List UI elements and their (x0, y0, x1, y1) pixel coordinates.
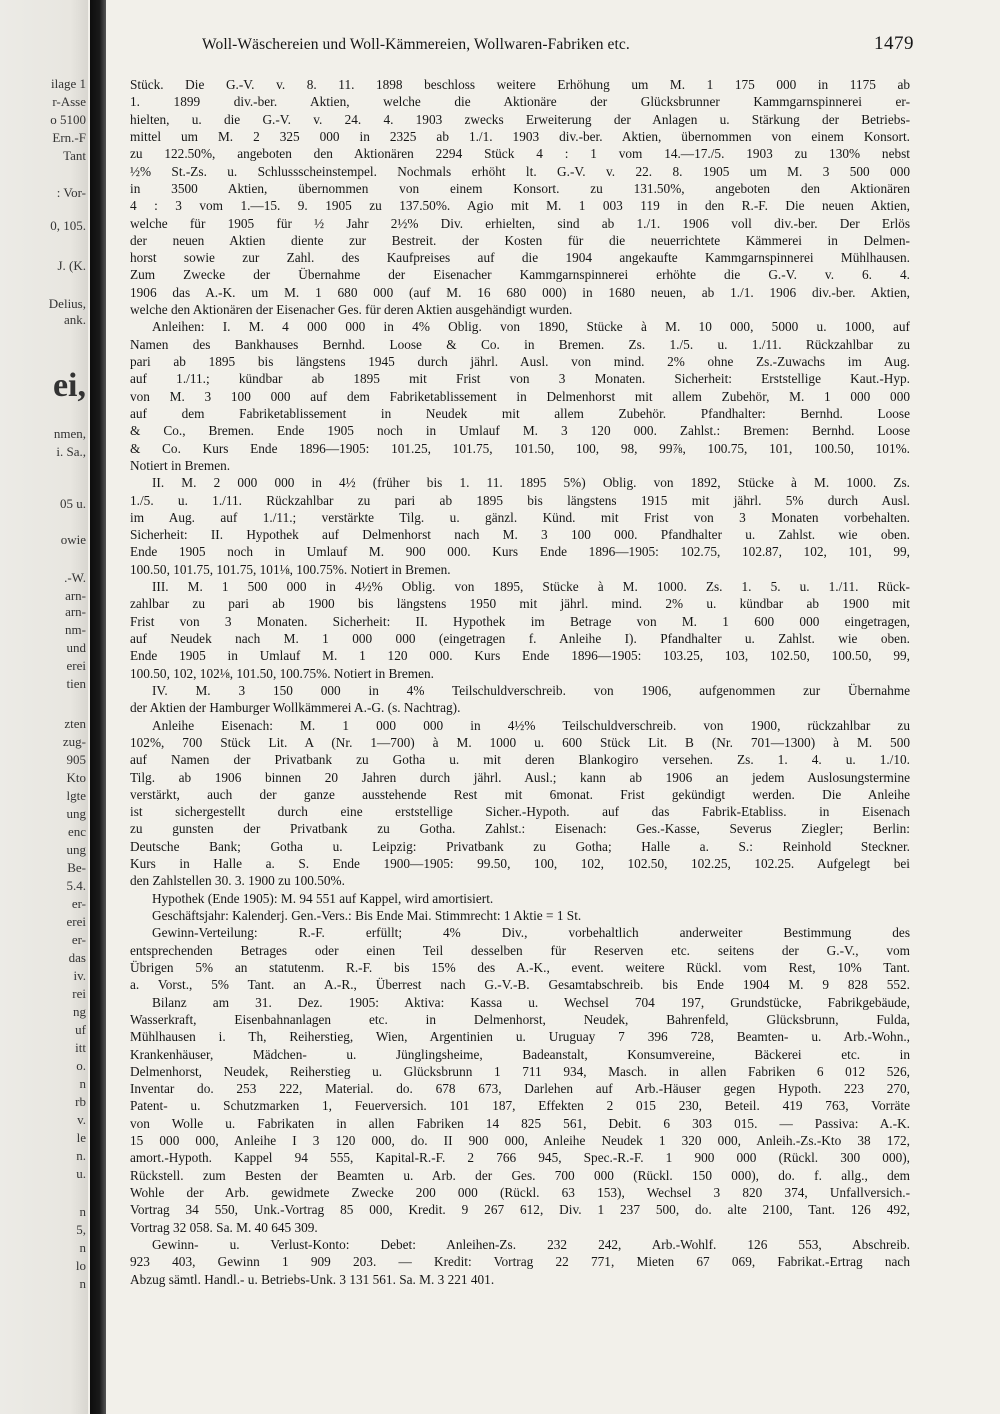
text-line: auf dem Fabriketablissement in Neudek mit allem Zubehör. Pfandhalter: Bernhd. Loose (130, 405, 910, 421)
text-line: entsprechenden Betrages oder einen Teil desselben für Reserven etc. seitens der G.-V., vom (130, 942, 910, 958)
margin-fragment: Delius, (48, 296, 86, 311)
text-line: der neuen Aktien diente zur Bestreit. der Kosten für die neuerrichtete Kämmerei in Delmen- (130, 232, 910, 248)
margin-fragment: Ern.-F (52, 130, 86, 145)
margin-fragment: u. (76, 1166, 86, 1181)
margin-fragment: itt (75, 1040, 86, 1055)
margin-fragment: 5, (76, 1222, 86, 1237)
text-line: in 3500 Aktien, übernommen von einem Konsort. zu 131.50%, angeboten den Aktionären (130, 180, 910, 196)
text-line: Gewinn-Verteilung: R.-F. erfüllt; 4% Div., vorbehaltlich anderweiter Bestimmung des (152, 925, 910, 941)
text-line: Inventar do. 253 222, Material. do. 678 673, Darlehen auf Arb.-Häuser gegen Hypoth. 223 270, (130, 1081, 910, 1097)
margin-fragment: 5.4. (66, 878, 86, 893)
margin-fragment: ei, (52, 367, 86, 404)
text-line: Krankenhäuser, Mädchen- u. Jünglingsheime, Badeanstalt, Konsumvereine, Bäckerei etc. in (130, 1046, 910, 1062)
text-line: der Aktien der Hamburger Wollkämmerei A.-G. (s. Nachtrag). (130, 700, 461, 716)
margin-fragment: n. (76, 1148, 86, 1163)
text-line: 923 403, Gewinn 1 909 203. — Kredit: Vortrag 22 771, Mieten 67 069, Fabrikat.-Ertrag nach (130, 1254, 910, 1270)
text-line: Namen des Bankhauses Bernhd. Loose & Co. in Bremen. Zs. 1./5. u. 1./11. Rückzahlbar zu (130, 336, 910, 352)
text-line: 1. 1899 div.-ber. Aktien, welche die Aktionäre der Glücksbrunner Kammgarnspinnerei er- (130, 94, 910, 110)
page-number: 1479 (874, 33, 914, 54)
text-line: von Wolle u. Fabrikaten in allen Fabriken 14 825 561, Debit. 6 303 015. — Passiva: A.-K. (130, 1115, 910, 1131)
text-line: Abzug sämtl. Handl.- u. Betriebs-Unk. 3 131 561. Sa. M. 3 221 401. (130, 1271, 495, 1287)
margin-fragment: lo (75, 1258, 86, 1273)
text-line: Hypothek (Ende 1905): M. 94 551 auf Kappel, wird amortisiert. (152, 890, 494, 906)
text-line: Anleihe Eisenach: M. 1 000 000 in 4½% Teilschuldverschreib. von 1900, rückzahlbar zu (152, 717, 910, 733)
text-line: Mühlhausen i. Th, Reiherstieg, Wien, Argentinien u. Uruguay 7 396 728, Beamten- u. Arb.-Wohn., (130, 1029, 910, 1045)
text-line: a. Vorst., 5% Tant. an A.-R., Überrest nach G.-V.-B. Gesamtabschreib. bis Ende 1904 M. 9 828 552. (130, 977, 910, 993)
text-line: zahlbar zu pari ab 1900 bis längstens 1950 mit jährl. mind. 2% u. kündbar ab 1900 mit (130, 596, 910, 612)
margin-fragment: r-Asse (52, 94, 86, 109)
text-line: ist sichergestellt durch eine erststellige Sicher.-Hypoth. auf das Fabrik-Etabliss. in Eisenach (130, 804, 910, 820)
margin-fragment: .-W. (64, 570, 86, 585)
running-head: Woll-Wäschereien und Woll-Kämmereien, Wollwaren-Fabriken etc. (202, 36, 630, 53)
margin-fragment: rei (72, 986, 86, 1001)
text-line: ½% St.-Zs. u. Schlussscheinstempel. Nochmals erhöht lt. G.-V. v. 22. 8. 1905 um M. 3 500 000 (130, 163, 910, 179)
text-line: welche den Aktionären der Eisenacher Ges. für deren Aktien ausgehändigt wurden. (130, 302, 573, 318)
text-line: auf Namen der Privatbank zu Gotha u. mit deren Blankogiro versehen. Zs. 1. 4. u. 1./10. (130, 752, 910, 768)
margin-fragment: ung (66, 806, 86, 821)
text-line: Bilanz am 31. Dez. 1905: Aktiva: Kassa u. Wechsel 704 197, Grundstücke, Fabrikgebäude, (152, 994, 910, 1010)
margin-fragment: arn- (65, 604, 86, 619)
left-margin-adjacent-page (0, 0, 88, 1414)
text-line: 15 000 000, Anleihe I 3 120 000, do. II 900 000, Anleihe Neudek 1 320 000, Anleih.-Zs.-Kto 38 172, (130, 1133, 910, 1149)
margin-fragment: i. Sa., (56, 444, 86, 459)
text-line: Notiert in Bremen. (130, 457, 231, 473)
text-line: Wohle der Arb. gewidmete Zwecke 200 000 (Rückl. 63 153), Wechsel 3 820 374, Unfallversich.- (130, 1185, 910, 1200)
text-line: 1906 das A.-K. um M. 1 680 000 (auf M. 16 680 000) in 1680 neuen, ab 1./1. 1906 div.-ber. Aktien, (130, 284, 910, 300)
text-line: Frist von 3 Monaten. Sicherheit: II. Hypothek im Betrage von M. 1 600 000 eingetragen, (130, 613, 910, 629)
text-line: Sicherheit: II. Hypothek auf Delmenhorst nach M. 3 100 000. Pfandhalter u. Zahlst. wie oben. (130, 527, 910, 543)
text-line: Ende 1905 in Umlauf M. 1 120 000. Kurs Ende 1896—1905: 103.25, 103, 102.50, 100.50, 99, (130, 648, 910, 664)
margin-fragment: nmen, (53, 426, 86, 441)
text-line: den Zahlstellen 30. 3. 1900 zu 100.50%. (130, 873, 345, 889)
margin-fragment: erei (66, 914, 86, 929)
margin-fragment: ank. (63, 312, 86, 327)
margin-fragment: erei (66, 658, 86, 673)
text-line: mittel um M. 2 325 000 in 2325 ab 1./1. 1903 div.-ber. Aktien, übernommen von einem Konsort. (130, 128, 910, 144)
margin-fragment: Kto (66, 770, 86, 785)
margin-fragment: ung (66, 842, 86, 857)
text-line: Vortrag 34 550, Unk.-Vortrag 85 000, Kredit. 9 267 612, Div. 1 237 500, do. alte 2100, Tant. 126 492, (130, 1202, 910, 1218)
text-line: Gewinn- u. Verlust-Konto: Debet: Anleihen-Zs. 232 242, Arb.-Wohlf. 126 553, Abschreib. (152, 1236, 910, 1252)
text-line: & Co., Bremen. Ende 1905 noch in Umlauf M. 3 120 000. Zahlst.: Bremen: Bernhd. Loose (130, 423, 910, 439)
margin-fragment: owie (60, 532, 86, 547)
text-line: 1./5. u. 1./11. Rückzahlbar zu pari ab 1895 bis längstens 1915 mit jährl. 5% durch Ausl. (130, 492, 910, 508)
text-line: 102%, 700 Stück Lit. A (Nr. 1—700) à M. 1000 u. 600 Stück Lit. B (Nr. 701—1300) à M. 500 (130, 734, 910, 750)
text-line: horst sowie zur Zahl. des Kaufpreises auf die 1904 angekaufte Kammgarnspinnerei Mühlhausen. (130, 250, 910, 266)
margin-fragment: : Vor- (56, 185, 86, 200)
margin-fragment: o. (76, 1058, 86, 1073)
text-line: IV. M. 3 150 000 in 4% Teilschuldverschreib. von 1906, aufgenommen zur Übernahme (152, 682, 910, 698)
margin-fragment: v. (77, 1112, 86, 1127)
margin-fragment: iv. (73, 968, 86, 983)
text-line: 100.50, 101.75, 101.75, 101⅛, 100.75%. Notiert in Bremen. (130, 561, 451, 577)
text-line: pari ab 1895 bis längstens 1945 durch jährl. Ausl. von mind. 2% ohne Zs.-Zuwachs im Aug. (130, 354, 910, 369)
margin-fragment: er- (71, 932, 86, 947)
text-line: amort.-Hypoth. Kappel 94 555, Kapital-R.-F. 2 766 945, Spec.-R.-F. 1 900 000 (Rückl. 300 000), (130, 1150, 910, 1166)
margin-fragment: n (79, 1204, 86, 1219)
margin-fragment: n (79, 1240, 86, 1255)
text-line: zu gunsten der Privatbank zu Gotha. Zahlst.: Eisenach: Ges.-Kasse, Severus Ziegler; Berlin: (130, 821, 910, 837)
book-gutter-shadow (90, 0, 106, 1414)
margin-fragment: zten (64, 716, 86, 731)
text-line: Kurs in Halle a. S. Ende 1900—1905: 99.50, 100, 102, 102.50, 102.25, 102.25. Aufgelegt bei (130, 856, 910, 872)
text-line: 4 : 3 vom 1.—15. 9. 1905 zu 137.50%. Agio mit M. 1 003 119 in den R.-F. Die neuen Aktien, (130, 198, 910, 214)
margin-fragment: le (76, 1130, 86, 1145)
margin-fragment: das (68, 950, 86, 965)
margin-fragment: nm- (65, 622, 86, 637)
text-line: Übrigen 5% an statutenm. R.-F. bis 15% des A.-K., event. weitere Rückl. vom Rest, 10% Tant. (130, 959, 910, 975)
margin-fragment: n (79, 1276, 86, 1291)
text-line: auf 1./11.; kündbar ab 1895 mit Frist von 3 Monaten. Sicherheit: Erststellige Kaut.-Hyp. (130, 371, 910, 387)
margin-fragment: 905 (66, 752, 86, 767)
margin-fragment: lgte (66, 788, 86, 803)
text-line: 100.50, 102, 102⅛, 101.50, 100.75%. Notiert in Bremen. (130, 665, 434, 681)
text-line: hielten, u. die G.-V. v. 24. 4. 1903 zwecks Erweiterung der Anlagen u. Stärkung der Betriebs- (130, 111, 910, 127)
margin-fragment: und (66, 640, 86, 655)
text-line: Zum Zwecke der Übernahme der Eisenacher Kammgarnspinnerei erhöhte die G.-V. v. 6. 4. (130, 267, 910, 283)
margin-fragment: rb (75, 1094, 86, 1109)
text-line: Delmenhorst, Neudek, Reiherstieg u. Glücksbrunn 1 711 934, Masch. in allen Fabriken 6 012 526, (130, 1063, 910, 1079)
margin-fragment: 0, 105. (50, 218, 86, 233)
margin-fragment: o 5100 (50, 112, 86, 127)
text-line: Patent- u. Schutzmarken 1, Feuerversich. 101 187, Effekten 2 015 230, Beteil. 419 763, Vorräte (130, 1098, 910, 1114)
text-line: II. M. 2 000 000 in 4½ (früher bis 1. 11. 1895 5%) Oblig. von 1892, Stücke à M. 1000. Zs. (152, 475, 910, 491)
text-line: Rückstell. zum Besten der Beamten u. Arb. der Ges. 700 000 (Rückl. 150 000), do. f. allg., dem (130, 1167, 910, 1183)
text-line: III. M. 1 500 000 in 4½% Oblig. von 1895, Stücke à M. 1000. Zs. 1. 5. u. 1./11. Rück- (152, 579, 910, 595)
text-line: auf Neudek nach M. 1 000 000 (eingetragen f. Anleihe I). Pfandhalter u. Zahlst. wie oben. (130, 631, 910, 646)
margin-fragment: J. (K. (57, 258, 86, 273)
margin-fragment: ilage 1 (50, 76, 86, 91)
text-line: & Co. Kurs Ende 1896—1905: 101.25, 101.75, 101.50, 100, 98, 99⅞, 100.75, 101, 100.50, 101%. (130, 440, 910, 456)
text-line: Vortrag 32 058. Sa. M. 40 645 309. (130, 1219, 318, 1235)
margin-fragment: n (79, 1076, 86, 1091)
margin-fragment: Be- (67, 860, 86, 875)
text-body (130, 76, 910, 1288)
text-line: von M. 3 100 000 auf dem Fabriketablissement in Delmenhorst mit allem Zubehör, M. 1 000 000 (130, 388, 910, 404)
text-line: im Aug. auf 1./11.; verstärkte Tilg. u. gänzl. Künd. mit Frist von 3 Monaten vorbehalten. (130, 509, 910, 525)
text-line: welche für 1905 für ½ Jahr 2½% Div. erhielten, sind ab 1./1. 1906 voll div.-ber. Der Erlös (130, 215, 910, 231)
margin-fragment: enc (67, 824, 86, 839)
document-page (112, 0, 912, 1414)
margin-fragment: arn- (65, 588, 86, 603)
margin-fragment: ng (73, 1004, 86, 1019)
text-line: Tilg. ab 1906 binnen 20 Jahren durch jährl. Ausl.; kann ab 1906 an jedem Auslosungstermine (130, 769, 910, 785)
text-line: Geschäftsjahr: Kalenderj. Gen.-Vers.: Bis Ende Mai. Stimmrecht: 1 Aktie = 1 St. (152, 908, 582, 923)
text-line: Ende 1905 noch in Umlauf M. 900 000. Kurs Ende 1896—1905: 102.75, 102.87, 102, 101, 99, (130, 544, 910, 560)
text-line: zu 122.50%, angeboten den Aktionären 2294 Stück 4 : 1 vom 14.—17./5. 1903 zu 130% nebst (130, 146, 910, 162)
text-line: verstärkt, auch der ganze ausstehende Rest mit 6monat. Frist gekündigt werden. Die Anleihe (130, 786, 910, 802)
text-line: Stück. Die G.-V. v. 8. 11. 1898 beschloss weitere Erhöhung um M. 1 175 000 in 1175 ab (130, 77, 910, 92)
margin-fragment: 05 u. (60, 496, 86, 511)
margin-fragment: zug- (62, 734, 86, 749)
text-line: Deutsche Bank; Gotha u. Leipzig: Privatbank zu Gotha; Halle a. S.: Reinhold Steckner. (130, 838, 910, 854)
text-line: Wasserkraft, Eisenbahnanlagen etc. in Delmenhorst, Neudek, Bahrenfeld, Glücksbrunn, Fulda, (130, 1011, 910, 1027)
margin-fragment: er- (71, 896, 86, 911)
text-line: Anleihen: I. M. 4 000 000 in 4% Oblig. von 1890, Stücke à M. 10 000, 5000 u. 1000, auf (152, 319, 910, 335)
margin-fragment: Tant (63, 148, 86, 163)
margin-fragment: uf (75, 1022, 86, 1037)
margin-fragment: tien (66, 676, 86, 691)
